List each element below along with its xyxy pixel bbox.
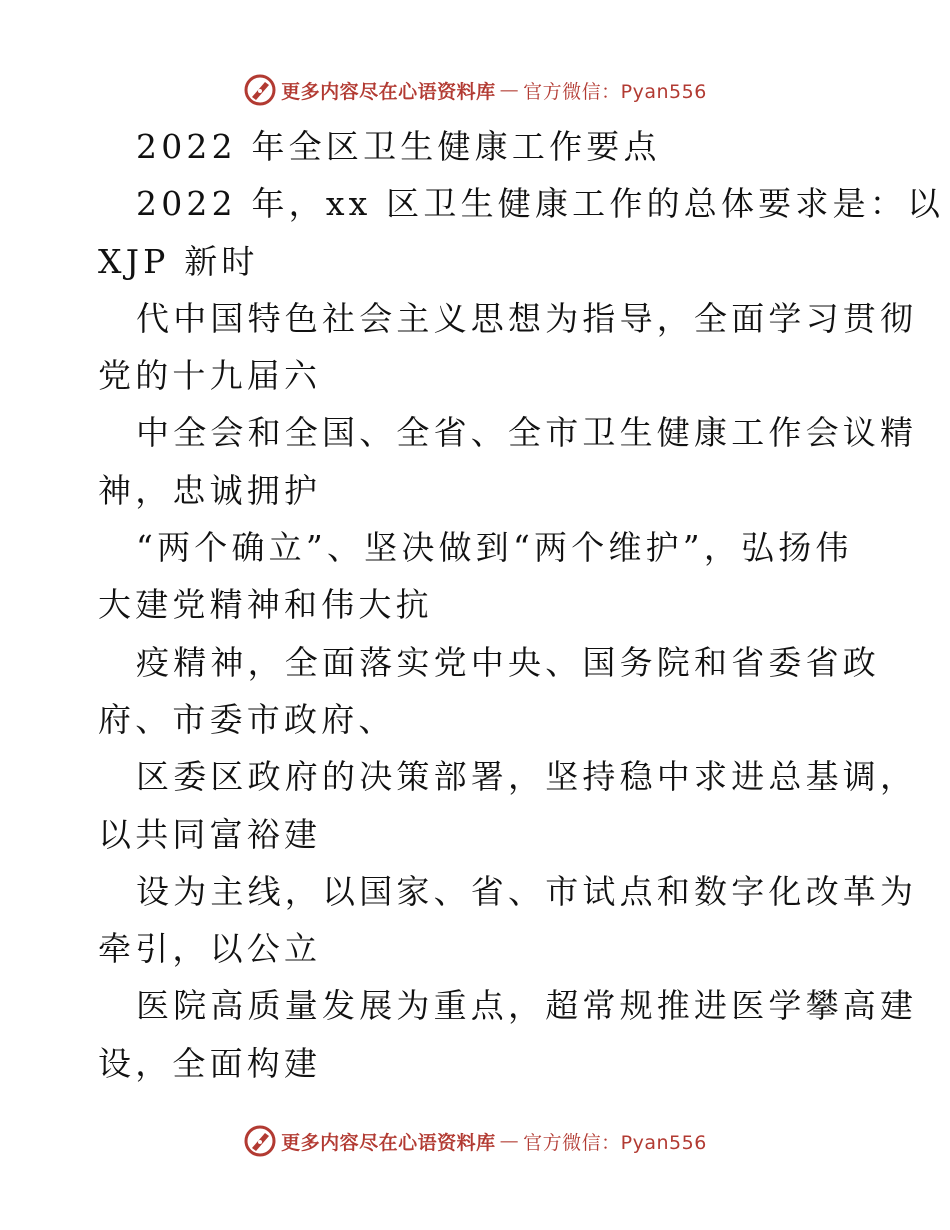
paragraph-line: 医院高质量发展为重点，超常规推进医学攀高建 (136, 986, 918, 1026)
paragraph-line: 区委区政府的决策部署，坚持稳中求进总基调， (136, 757, 918, 797)
paragraph-line: 代中国特色社会主义思想为指导，全面学习贯彻 (136, 298, 918, 338)
paragraph-line: 2022 年，xx 区卫生健康工作的总体要求是：以 (136, 184, 945, 224)
document-body (98, 118, 945, 1092)
banner-contact-text: 官方微信：Pyan556 (523, 80, 707, 103)
paragraph-line: 府、市委市政府、 (98, 699, 396, 739)
footer-watermark-banner (0, 1121, 950, 1161)
banner-brand-text: 更多内容尽在心语资料库 (281, 80, 496, 103)
paragraph-line: 中全会和全国、全省、全市卫生健康工作会议精 (136, 413, 918, 453)
paragraph-line: 牵引，以公立 (98, 929, 322, 969)
banner-brand-text: 更多内容尽在心语资料库 (281, 1131, 496, 1154)
paragraph-line: “两个确立”、坚决做到“两个维护”，弘扬伟 (136, 528, 853, 568)
paragraph-line: 设，全面构建 (98, 1043, 322, 1083)
paragraph-line: XJP 新时 (98, 241, 259, 281)
paragraph-line: 以共同富裕建 (98, 814, 322, 854)
pen-nib-circle-icon (243, 1124, 277, 1158)
paragraph-line: 神，忠诚拥护 (98, 470, 322, 510)
pen-nib-circle-icon (243, 73, 277, 107)
paragraph-line: 设为主线，以国家、省、市试点和数字化改革为 (136, 871, 918, 911)
banner-contact-text: 官方微信：Pyan556 (523, 1131, 707, 1154)
paragraph-line: 党的十九届六 (98, 356, 322, 396)
paragraph-line: 2022 年全区卫生健康工作要点 (136, 127, 661, 166)
paragraph-line: 大建党精神和伟大抗 (98, 585, 433, 625)
paragraph-line: 疫精神，全面落实党中央、国务院和省委省政 (136, 642, 880, 682)
banner-separator: — (499, 1130, 520, 1152)
header-watermark-banner (0, 70, 950, 110)
banner-separator: — (499, 79, 520, 101)
